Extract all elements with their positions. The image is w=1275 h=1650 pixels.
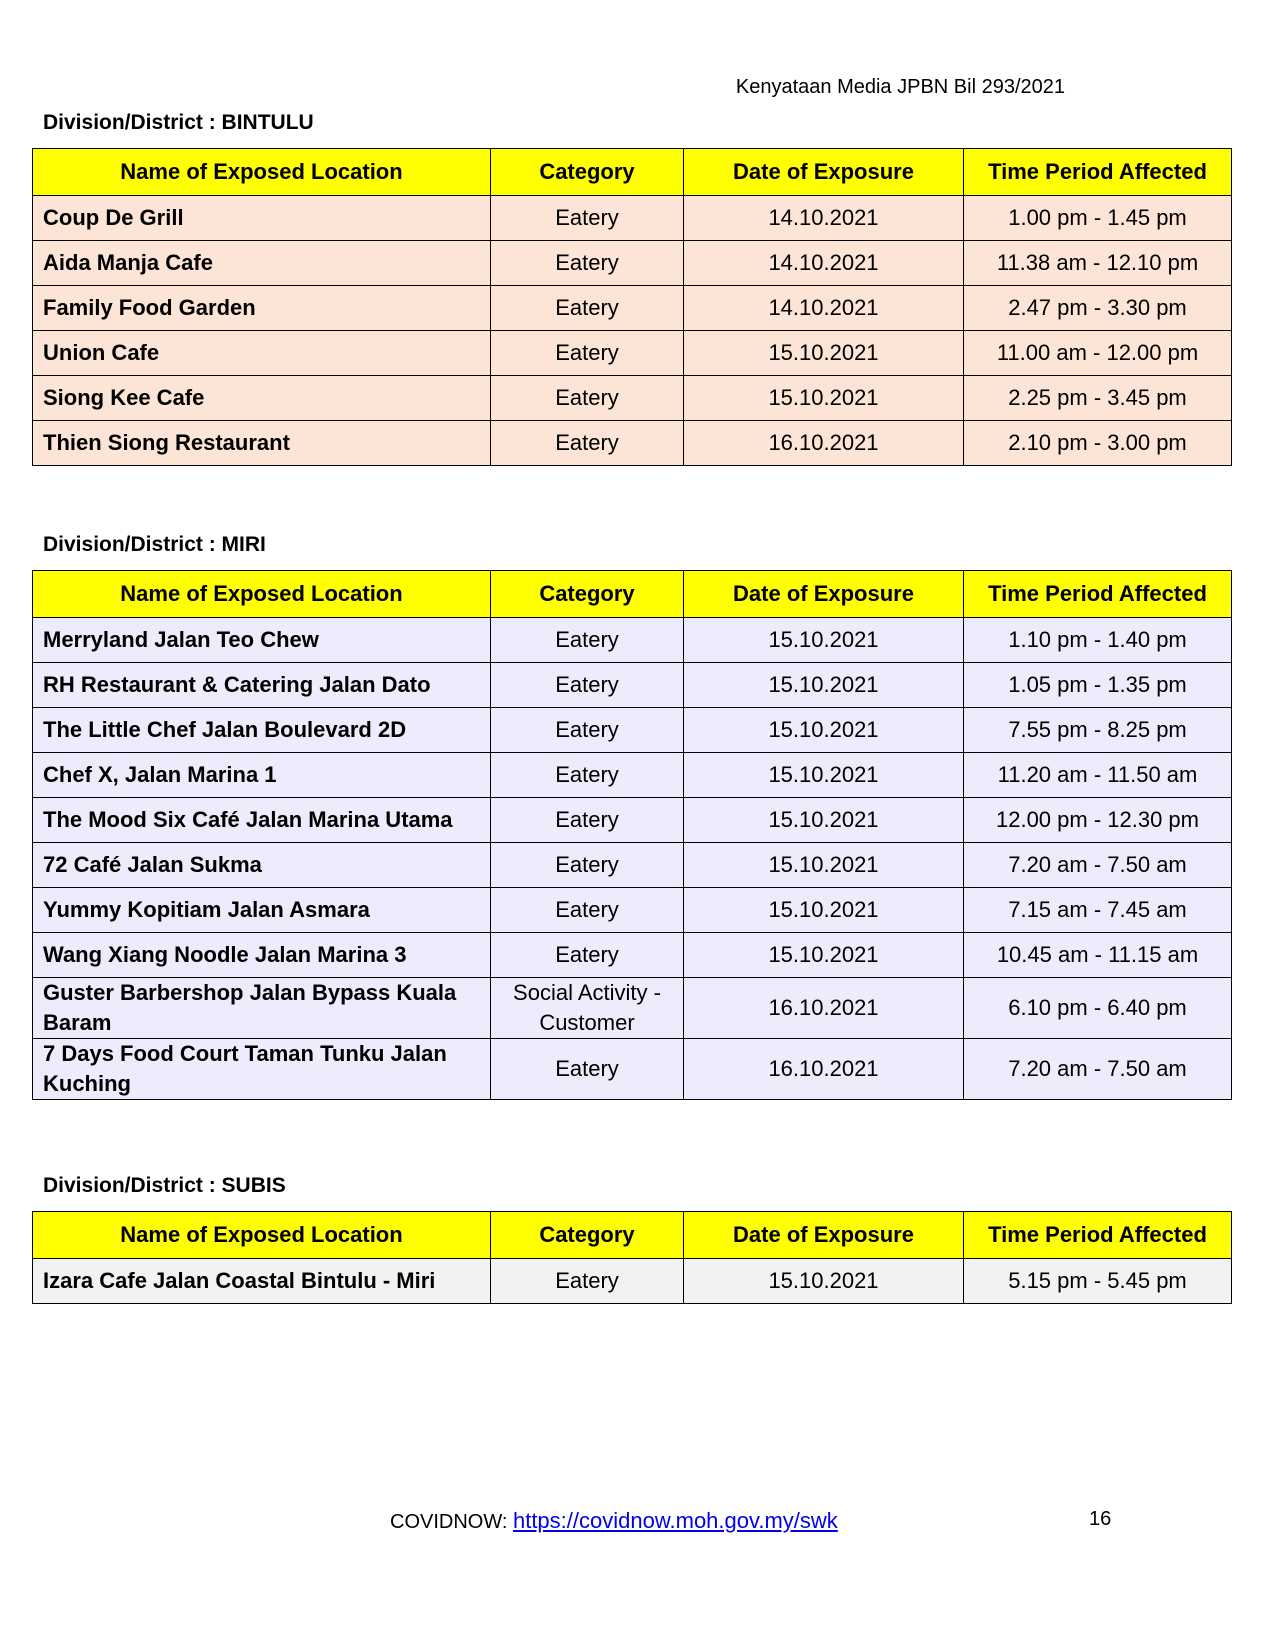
- date-cell: 15.10.2021: [684, 798, 964, 843]
- table-row: [33, 843, 1232, 888]
- category-cell: Social Activity - Customer: [491, 978, 684, 1039]
- covidnow-link[interactable]: https://covidnow.moh.gov.my/swk: [512, 1508, 838, 1533]
- location-cell: The Mood Six Café Jalan Marina Utama: [33, 798, 491, 843]
- category-cell: Eatery: [491, 798, 684, 843]
- time-cell: 1.05 pm - 1.35 pm: [964, 663, 1232, 708]
- time-cell: 1.10 pm - 1.40 pm: [964, 618, 1232, 663]
- table-row: [33, 421, 1232, 466]
- time-cell: 1.00 pm - 1.45 pm: [964, 196, 1232, 241]
- date-cell: 14.10.2021: [684, 241, 964, 286]
- date-cell: 15.10.2021: [684, 843, 964, 888]
- date-cell: 14.10.2021: [684, 196, 964, 241]
- location-cell: Guster Barbershop Jalan Bypass Kuala Baram: [33, 978, 491, 1039]
- location-cell: Yummy Kopitiam Jalan Asmara: [33, 888, 491, 933]
- location-cell: 72 Café Jalan Sukma: [33, 843, 491, 888]
- column-header-category: Category: [491, 149, 684, 196]
- date-cell: 15.10.2021: [684, 331, 964, 376]
- location-cell: Chef X, Jalan Marina 1: [33, 753, 491, 798]
- time-cell: 2.25 pm - 3.45 pm: [964, 376, 1232, 421]
- bintulu-table: [32, 148, 1232, 466]
- date-cell: 15.10.2021: [684, 376, 964, 421]
- category-cell: Eatery: [491, 753, 684, 798]
- category-cell: Eatery: [491, 241, 684, 286]
- page-number: 16: [1089, 1508, 1112, 1530]
- date-cell: 15.10.2021: [684, 933, 964, 978]
- subis-table: [32, 1211, 1232, 1304]
- table-row: [33, 798, 1232, 843]
- time-cell: 11.38 am - 12.10 pm: [964, 241, 1232, 286]
- date-cell: 15.10.2021: [684, 708, 964, 753]
- date-cell: 15.10.2021: [684, 1259, 964, 1304]
- table-row: [33, 331, 1232, 376]
- table-header-row: [33, 149, 1232, 196]
- location-cell: Thien Siong Restaurant: [33, 421, 491, 466]
- column-header-category: Category: [491, 1212, 684, 1259]
- table-row: [33, 663, 1232, 708]
- category-cell: Eatery: [491, 331, 684, 376]
- location-cell: The Little Chef Jalan Boulevard 2D: [33, 708, 491, 753]
- location-cell: Aida Manja Cafe: [33, 241, 491, 286]
- category-cell: Eatery: [491, 286, 684, 331]
- table-row: [33, 753, 1232, 798]
- table-row: [33, 933, 1232, 978]
- date-cell: 14.10.2021: [684, 286, 964, 331]
- category-cell: Eatery: [491, 1039, 684, 1100]
- time-cell: 11.00 am - 12.00 pm: [964, 331, 1232, 376]
- time-cell: 2.47 pm - 3.30 pm: [964, 286, 1232, 331]
- miri-table: [32, 570, 1232, 1100]
- category-cell: Eatery: [491, 376, 684, 421]
- time-cell: 7.15 am - 7.45 am: [964, 888, 1232, 933]
- time-cell: 2.10 pm - 3.00 pm: [964, 421, 1232, 466]
- column-header-time: Time Period Affected: [964, 1212, 1232, 1259]
- location-cell: Merryland Jalan Teo Chew: [33, 618, 491, 663]
- section-title-subis: Division/District : SUBIS: [43, 1174, 286, 1197]
- location-cell: 7 Days Food Court Taman Tunku Jalan Kuching: [33, 1039, 491, 1100]
- location-cell: Union Cafe: [33, 331, 491, 376]
- date-cell: 15.10.2021: [684, 888, 964, 933]
- column-header-date: Date of Exposure: [684, 1212, 964, 1259]
- date-cell: 15.10.2021: [684, 753, 964, 798]
- table-row: [33, 376, 1232, 421]
- table-row: [33, 196, 1232, 241]
- location-cell: Izara Cafe Jalan Coastal Bintulu - Miri: [33, 1259, 491, 1304]
- time-cell: 5.15 pm - 5.45 pm: [964, 1259, 1232, 1304]
- time-cell: 10.45 am - 11.15 am: [964, 933, 1232, 978]
- table-header-row: [33, 571, 1232, 618]
- location-cell: Family Food Garden: [33, 286, 491, 331]
- column-header-date: Date of Exposure: [684, 571, 964, 618]
- time-cell: 7.20 am - 7.50 am: [964, 843, 1232, 888]
- footer-label: COVIDNOW:: [390, 1511, 513, 1533]
- location-cell: Coup De Grill: [33, 196, 491, 241]
- category-cell: Eatery: [491, 708, 684, 753]
- date-cell: 15.10.2021: [684, 618, 964, 663]
- category-cell: Eatery: [491, 663, 684, 708]
- column-header-date: Date of Exposure: [684, 149, 964, 196]
- column-header-location: Name of Exposed Location: [33, 149, 491, 196]
- table-row: [33, 1039, 1232, 1100]
- category-cell: Eatery: [491, 888, 684, 933]
- footer: [390, 1508, 838, 1534]
- date-cell: 16.10.2021: [684, 421, 964, 466]
- section-title-bintulu: Division/District : BINTULU: [43, 111, 314, 134]
- column-header-time: Time Period Affected: [964, 571, 1232, 618]
- table-row: [33, 708, 1232, 753]
- time-cell: 7.20 am - 7.50 am: [964, 1039, 1232, 1100]
- section-title-miri: Division/District : MIRI: [43, 533, 266, 556]
- category-cell: Eatery: [491, 618, 684, 663]
- date-cell: 16.10.2021: [684, 978, 964, 1039]
- column-header-time: Time Period Affected: [964, 149, 1232, 196]
- location-cell: RH Restaurant & Catering Jalan Dato: [33, 663, 491, 708]
- category-cell: Eatery: [491, 1259, 684, 1304]
- location-cell: Siong Kee Cafe: [33, 376, 491, 421]
- time-cell: 6.10 pm - 6.40 pm: [964, 978, 1232, 1039]
- category-cell: Eatery: [491, 196, 684, 241]
- date-cell: 16.10.2021: [684, 1039, 964, 1100]
- table-row: [33, 286, 1232, 331]
- date-cell: 15.10.2021: [684, 663, 964, 708]
- table-header-row: [33, 1212, 1232, 1259]
- table-row: [33, 1259, 1232, 1304]
- category-cell: Eatery: [491, 933, 684, 978]
- column-header-location: Name of Exposed Location: [33, 571, 491, 618]
- time-cell: 7.55 pm - 8.25 pm: [964, 708, 1232, 753]
- column-header-category: Category: [491, 571, 684, 618]
- category-cell: Eatery: [491, 421, 684, 466]
- table-row: [33, 888, 1232, 933]
- category-cell: Eatery: [491, 843, 684, 888]
- table-row: [33, 978, 1232, 1039]
- table-row: [33, 618, 1232, 663]
- location-cell: Wang Xiang Noodle Jalan Marina 3: [33, 933, 491, 978]
- table-row: [33, 241, 1232, 286]
- time-cell: 12.00 pm - 12.30 pm: [964, 798, 1232, 843]
- column-header-location: Name of Exposed Location: [33, 1212, 491, 1259]
- time-cell: 11.20 am - 11.50 am: [964, 753, 1232, 798]
- document-reference: Kenyataan Media JPBN Bil 293/2021: [735, 76, 1065, 98]
